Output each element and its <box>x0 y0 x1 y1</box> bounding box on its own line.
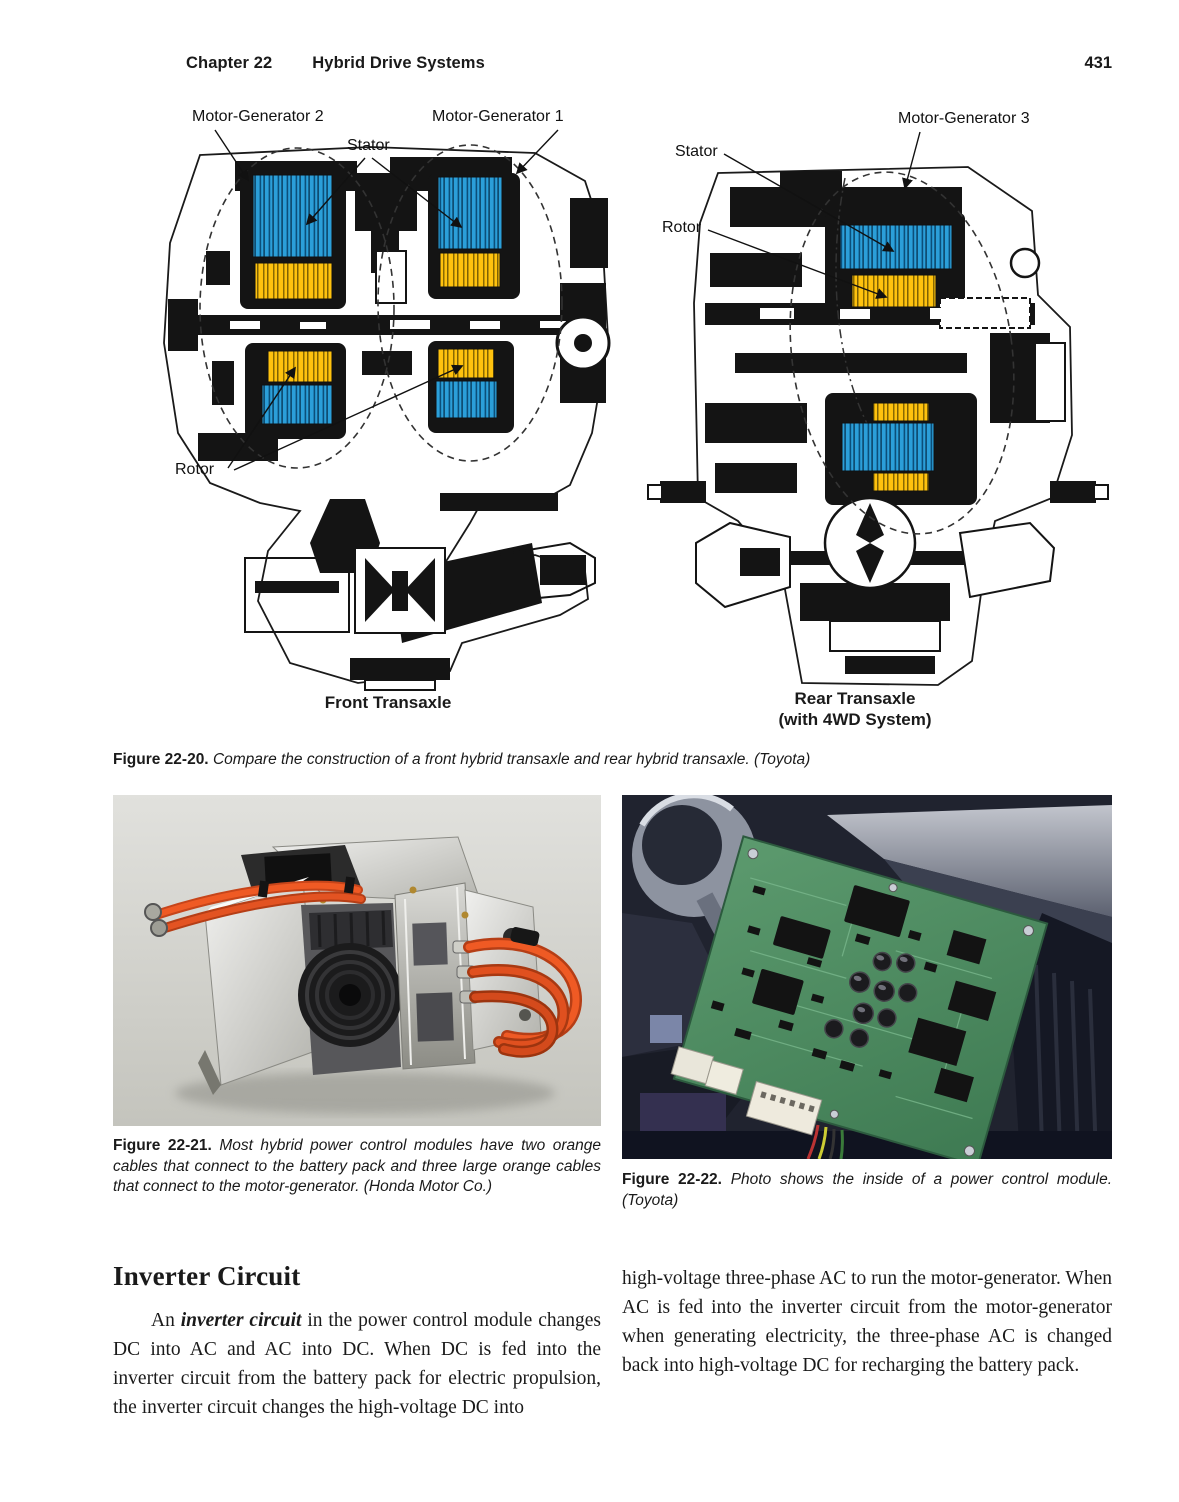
mg1-stator-block-lower <box>436 381 497 418</box>
rear-transaxle-title-line2: (with 4WD System) <box>778 710 932 729</box>
label-rotor-front: Rotor <box>175 461 215 478</box>
label-stator-front: Stator <box>347 137 390 154</box>
figure-22-20-caption-label: Figure 22-20. <box>113 751 209 768</box>
figure-22-22-caption <box>622 1170 1112 1211</box>
body-left-rest: in the power control module changes DC into AC and AC into DC. When DC is fed into the inverter circuit from the battery pack for electric propulsion, the inverter circuit changes the high-voltage DC into <box>113 1310 601 1418</box>
figure-22-20-caption <box>113 750 1013 771</box>
mg2-rotor-block-lower <box>268 351 332 382</box>
mg3-stator-block <box>840 225 952 269</box>
body-column-right <box>622 1264 1112 1380</box>
power-module-interior-photo <box>622 795 1112 1159</box>
figure-22-22-caption-label: Figure 22-22. <box>622 1171 722 1188</box>
label-rotor-rear: Rotor <box>662 219 702 236</box>
mg1-rotor-block <box>440 253 500 287</box>
mg3-rotor-block <box>852 275 936 307</box>
label-motor-generator-2: Motor-Generator 2 <box>192 108 324 125</box>
figure-22-21-caption <box>113 1136 601 1198</box>
label-motor-generator-3: Motor-Generator 3 <box>898 110 1030 127</box>
body-paragraph-right: high-voltage three-phase AC to run the motor-generator. When AC is fed into the inverter circuit from the motor-generator when generating electricity, the three-phase AC is changed back into high-voltage DC for recharging the battery pack. <box>622 1268 1112 1376</box>
label-stator-rear: Stator <box>675 143 718 160</box>
body-left-lead: An <box>151 1310 181 1331</box>
figure-22-22-caption-text: Photo shows the inside of a power control module. (Toyota) <box>622 1171 1113 1209</box>
chapter-number: Chapter 22 <box>186 54 273 72</box>
mg2-rotor-block <box>255 263 332 299</box>
mg2-stator-block <box>253 175 332 257</box>
rear-stator-block <box>842 423 934 471</box>
figure-22-20-caption-text: Compare the construction of a front hybrid transaxle and rear hybrid transaxle. (Toyota) <box>212 751 811 768</box>
mg1-stator-block <box>438 177 502 249</box>
front-transaxle-diagram <box>140 103 625 695</box>
running-head <box>186 54 485 73</box>
body-paragraph-left <box>113 1306 601 1422</box>
ring-terminal <box>151 920 167 936</box>
body-left-term: inverter circuit <box>180 1310 302 1331</box>
rear-transaxle-title-line1: Rear Transaxle <box>794 689 916 708</box>
rear-rotor-block-upper <box>873 403 929 421</box>
label-motor-generator-1: Motor-Generator 1 <box>432 108 564 125</box>
figure-22-21-caption-text: Most hybrid power control modules have two orange cables that connect to the battery pack and three large orange cables that connect to the motor-generator. (Honda Motor Co.) <box>113 1137 601 1195</box>
mg1-rotor-block-lower <box>438 349 494 378</box>
power-module-photo <box>113 795 601 1126</box>
front-transaxle-title: Front Transaxle <box>324 693 452 712</box>
rear-transaxle-diagram <box>640 103 1115 695</box>
rear-rotor-block-lower <box>873 473 929 491</box>
mg2-stator-block-lower <box>262 385 332 424</box>
rear-transaxle-title <box>750 688 960 730</box>
ring-terminal <box>145 904 161 920</box>
figure-22-21-caption-label: Figure 22-21. <box>113 1137 212 1154</box>
section-heading: Inverter Circuit <box>113 1261 301 1291</box>
page-number: 431 <box>1084 54 1112 72</box>
chapter-title: Hybrid Drive Systems <box>312 54 485 72</box>
body-column-left <box>113 1306 601 1422</box>
